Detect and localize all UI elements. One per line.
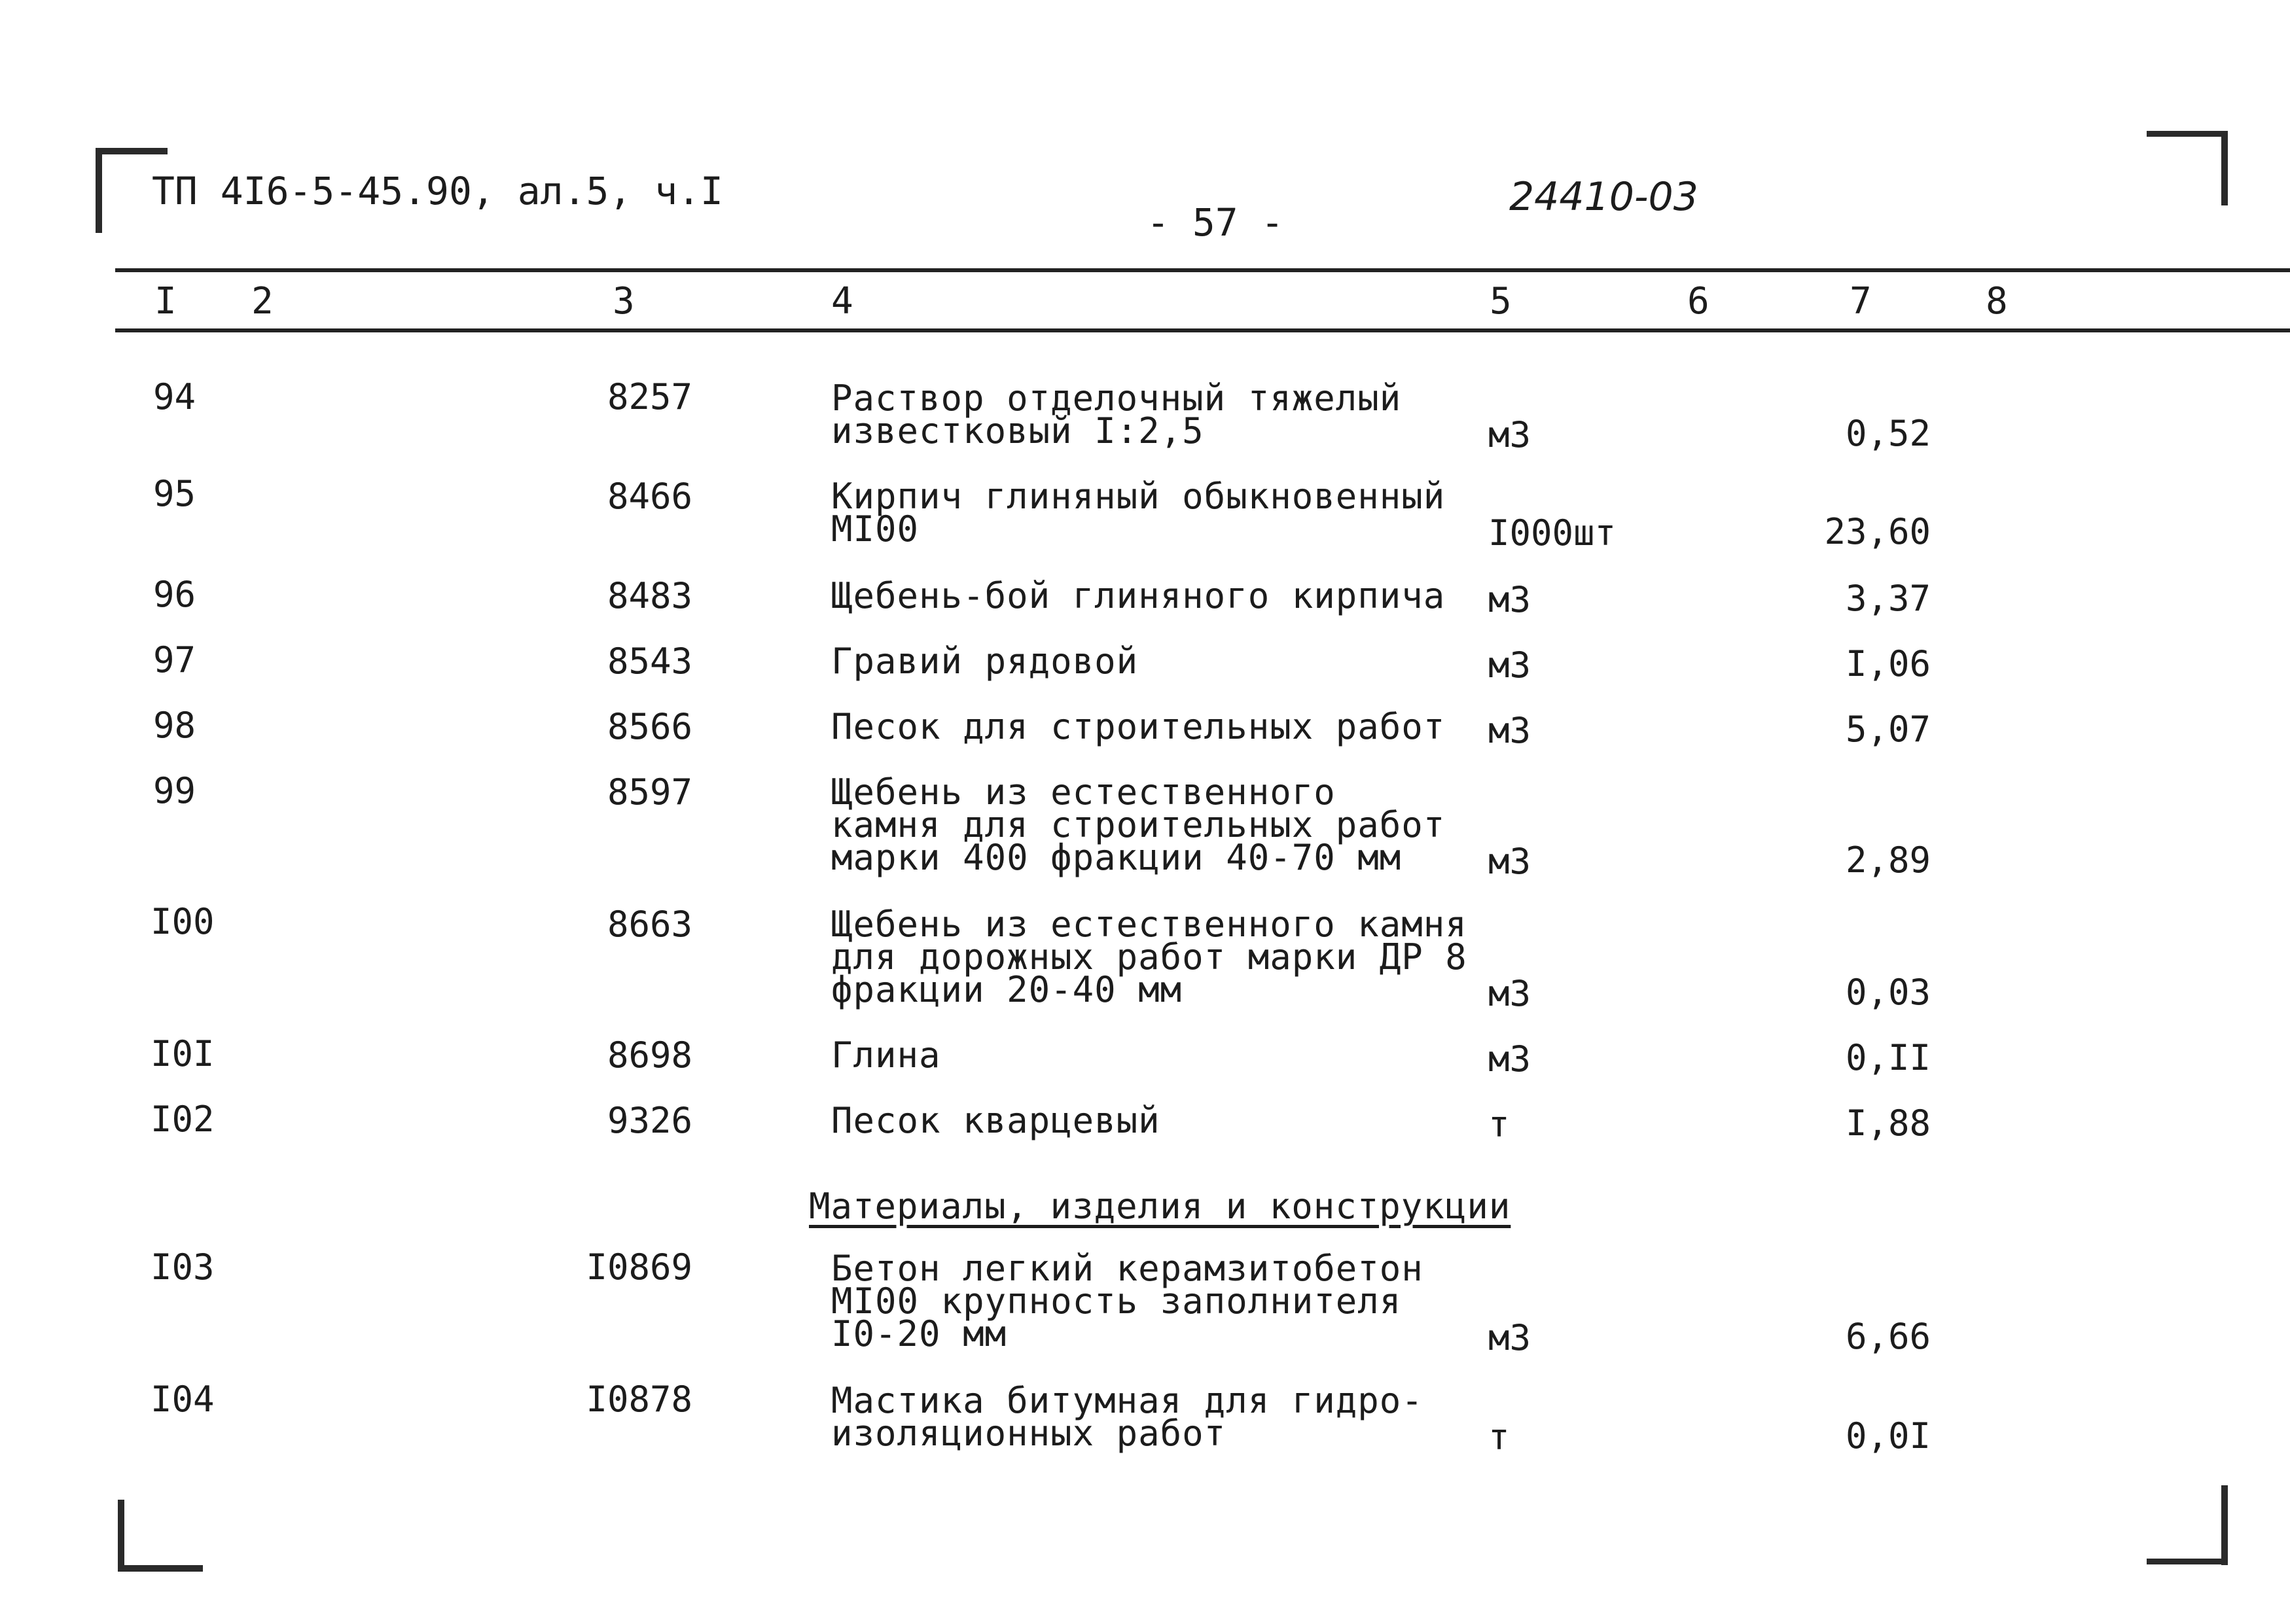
unit: м3 <box>1488 973 1531 1014</box>
row-number: 94 <box>153 376 196 417</box>
resource-code: I0869 <box>586 1246 692 1288</box>
resource-code: 8597 <box>607 771 692 813</box>
unit: I000шт <box>1488 512 1617 554</box>
resource-code: 8698 <box>607 1034 692 1076</box>
corner-mark-bottom-left-horizontal <box>118 1565 203 1572</box>
corner-mark-top-right-vertical <box>2221 131 2228 205</box>
corner-mark-top-left-vertical <box>96 148 102 233</box>
description-line: Глина <box>831 1034 941 1076</box>
resource-code: 9326 <box>607 1100 692 1141</box>
unit: т <box>1488 1104 1510 1145</box>
quantity: I,06 <box>1845 643 1931 684</box>
description-line: Кирпич глиняный обыкновенный <box>831 476 1446 517</box>
quantity: 0,0I <box>1845 1415 1931 1456</box>
resource-code: 8663 <box>607 904 692 945</box>
description-line: Песок кварцевый <box>831 1100 1160 1141</box>
quantity: 5,07 <box>1845 709 1931 750</box>
row-number: I03 <box>151 1246 215 1288</box>
column-number-2: 2 <box>251 280 274 323</box>
column-number-1: I <box>154 280 177 323</box>
description-line: изоляционных работ <box>831 1413 1226 1454</box>
description-line: Щебень из естественного камня <box>831 904 1467 945</box>
resource-code: 8483 <box>607 575 692 616</box>
section-heading: Материалы, изделия и конструкции <box>809 1186 1511 1227</box>
row-number: 95 <box>153 473 196 514</box>
description-line: фракции 20-40 мм <box>831 969 1183 1010</box>
corner-mark-top-left-horizontal <box>96 148 168 154</box>
quantity: 23,60 <box>1824 511 1931 552</box>
unit: м3 <box>1488 1317 1531 1358</box>
quantity: 3,37 <box>1845 578 1931 619</box>
description-line: известковый I:2,5 <box>831 410 1204 451</box>
resource-code: 8543 <box>607 641 692 682</box>
unit: м3 <box>1488 579 1531 620</box>
description-line: МI00 <box>831 508 920 550</box>
corner-mark-top-right-horizontal <box>2147 131 2228 137</box>
description-line: Гравий рядовой <box>831 641 1139 682</box>
resource-code: 8566 <box>607 706 692 747</box>
description-line: Мастика битумная для гидро- <box>831 1380 1423 1421</box>
column-number-4: 4 <box>831 280 853 323</box>
resource-code: 8466 <box>607 476 692 517</box>
quantity: 0,52 <box>1845 413 1931 454</box>
description-line: Раствор отделочный тяжелый <box>831 378 1402 419</box>
column-number-7: 7 <box>1850 280 1872 323</box>
corner-mark-bottom-right-vertical <box>2221 1485 2228 1565</box>
resource-code: 8257 <box>607 376 692 417</box>
column-number-3: 3 <box>613 280 635 323</box>
description-line: для дорожных работ марки ДР 8 <box>831 936 1467 978</box>
unit: м3 <box>1488 1038 1531 1080</box>
row-number: 99 <box>153 770 196 811</box>
description-line: Бетон легкий керамзитобетон <box>831 1248 1423 1289</box>
description-line: марки 400 фракции 40-70 мм <box>831 837 1402 878</box>
row-number: 97 <box>153 639 196 680</box>
column-number-5: 5 <box>1490 280 1512 323</box>
quantity: 0,03 <box>1845 972 1931 1013</box>
unit: м3 <box>1488 644 1531 686</box>
unit: м3 <box>1488 710 1531 751</box>
column-number-8: 8 <box>1986 280 2008 323</box>
table-header-bottom-rule <box>115 328 2290 332</box>
quantity: I,88 <box>1845 1103 1931 1144</box>
row-number: 96 <box>153 574 196 615</box>
row-number: 98 <box>153 705 196 746</box>
corner-mark-bottom-right-horizontal <box>2147 1559 2228 1564</box>
description-line: Песок для строительных работ <box>831 706 1446 747</box>
unit: м3 <box>1488 414 1531 455</box>
document-reference: ТП 4I6-5-45.90, ал.5, ч.I <box>152 169 723 213</box>
row-number: I02 <box>151 1099 215 1140</box>
unit: м3 <box>1488 841 1531 882</box>
quantity: 6,66 <box>1845 1316 1931 1357</box>
row-number: I04 <box>151 1379 215 1420</box>
page-number: - 57 - <box>1147 200 1284 245</box>
description-line: Щебень-бой глиняного кирпича <box>831 575 1446 616</box>
table-header-top-rule <box>115 268 2290 272</box>
description-line: камня для строительных работ <box>831 804 1446 845</box>
description-line: Щебень из естественного <box>831 771 1336 813</box>
corner-mark-bottom-left-vertical <box>118 1500 124 1572</box>
row-number: I0I <box>151 1033 215 1074</box>
description-line: МI00 крупность заполнителя <box>831 1280 1402 1322</box>
handwritten-code: 24410-03 <box>1509 174 1698 220</box>
quantity: 0,II <box>1845 1037 1931 1078</box>
unit: т <box>1488 1417 1510 1458</box>
description-line: I0-20 мм <box>831 1313 1007 1354</box>
row-number: I00 <box>151 901 215 942</box>
resource-code: I0878 <box>586 1379 692 1420</box>
column-number-6: 6 <box>1687 280 1709 323</box>
quantity: 2,89 <box>1845 839 1931 881</box>
